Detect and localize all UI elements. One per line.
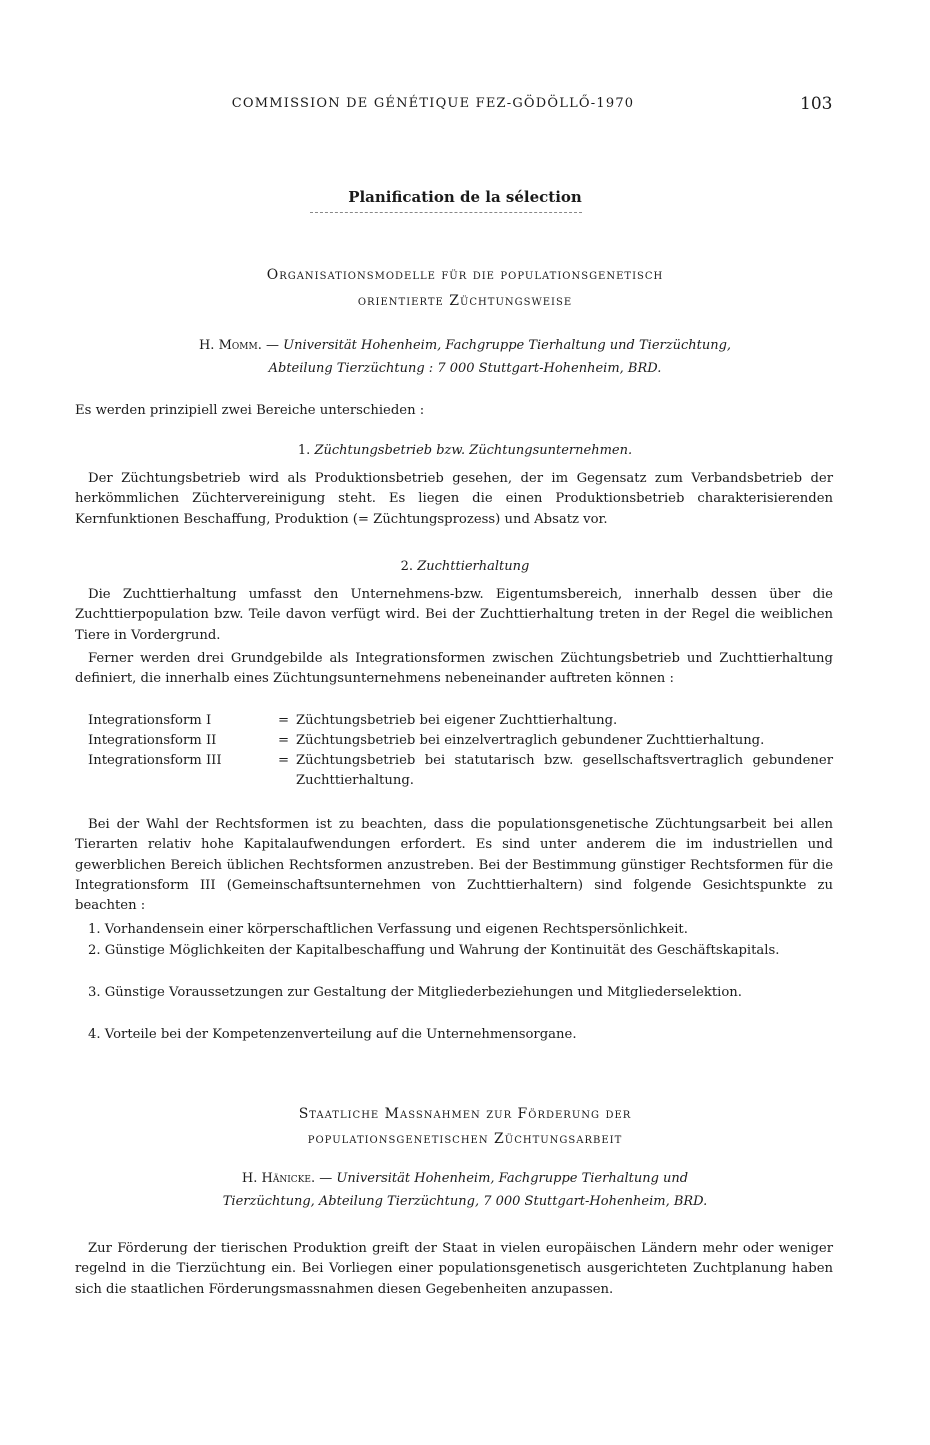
article1-point3: 3. Günstige Voraussetzungen zur Gestaltung der Mitgliederbeziehungen und Mitgliederselektion.	[88, 985, 742, 1000]
article1-para1: Der Züchtungsbetrieb wird als Produktionsbetrieb gesehen, der im Gegensatz zum Verbandsbetrieb der herkömmlichen Züchtervereinigung steht. Es liegen die einen Produktionsbetrieb charakterisierenden Kernfunktionen Beschaffung, Produktion (= Züchtungsprozess) und Absatz vor.	[75, 471, 833, 527]
equals-sign: =	[278, 733, 290, 748]
article1-title-line1: Organisationsmodelle für die populationsgenetisch	[266, 267, 664, 283]
heading2-number: 2.	[400, 559, 414, 574]
running-title: COMMISSION DE GÉNÉTIQUE FEZ-GÖDÖLLŐ-1970	[231, 96, 635, 111]
article1-heading1	[0, 443, 930, 458]
heading1-text: Züchtungsbetrieb bzw. Züchtungsunternehmen.	[314, 443, 633, 458]
article1-point4: 4. Vorteile bei der Kompetenzenverteilung auf die Unternehmensorgane.	[88, 1027, 577, 1042]
equals-sign: =	[278, 713, 290, 728]
article1-point2: 2. Günstige Möglichkeiten der Kapitalbeschaffung und Wahrung der Kontinuität des Geschäftskapitals.	[88, 943, 780, 958]
integration-label: Integrationsform III	[88, 753, 222, 768]
article2-affiliation-line2: Tierzüchtung, Abteilung Tierzüchtung, 7 000 Stuttgart-Hohenheim, BRD.	[222, 1194, 708, 1209]
article1-point1: 1. Vorhandensein einer körperschaftlichen Verfassung und eigenen Rechtspersönlichkeit.	[88, 922, 688, 937]
integration-form-row	[88, 731, 833, 751]
heading1-number: 1.	[297, 443, 311, 458]
article1-heading2	[0, 559, 930, 574]
integration-text: Züchtungsbetrieb bei eigener Zuchttierhaltung.	[296, 713, 618, 728]
article1-byline	[60, 334, 870, 380]
running-header	[0, 96, 930, 120]
byline-dash: —	[265, 338, 284, 353]
page-number: 103	[800, 94, 833, 114]
article1-para4: Bei der Wahl der Rechtsformen ist zu beachten, dass die populationsgenetische Züchtungsarbeit bei allen Tierarten relativ hohe Kapitalaufwendungen erfordert. Es sind unter anderem die im industriellen und gewerblichen Bereich üblichen Rechtsformen anzustreben. Bei der Bestimmung günstiger Rechtsformen für die Integrationsform III (Gemeinschaftsunternehmen von Zuchttierhaltern) sind folgende Gesichtspunkte zu beachten :	[75, 817, 833, 914]
heading2-text: Zuchttierhaltung	[417, 559, 530, 574]
article2-byline	[60, 1167, 870, 1213]
integration-text: Züchtungsbetrieb bei statutarisch bzw. gesellschaftsvertraglich gebundener Zuchttierhaltung.	[296, 753, 833, 788]
integration-form-row	[88, 711, 833, 731]
article1-para2: Die Zuchttierhaltung umfasst den Unternehmens-bzw. Eigentumsbereich, innerhalb dessen über die Zuchttierpopulation bzw. Teile davon verfügt wird. Bei der Zuchttierhaltung treten in der Regel die weiblichen Tiere in Vordergrund.	[75, 587, 833, 643]
article1-intro: Es werden prinzipiell zwei Bereiche unterschieden :	[75, 403, 425, 418]
article1-author: H. Momm.	[198, 338, 262, 353]
equals-sign: =	[278, 753, 290, 768]
integration-text: Züchtungsbetrieb bei einzelvertraglich gebundener Zuchttierhaltung.	[296, 733, 765, 748]
integration-forms-list	[88, 711, 833, 791]
section-divider	[310, 212, 582, 213]
article1-para3: Ferner werden drei Grundgebilde als Integrationsformen zwischen Züchtungsbetrieb und Zuchttierhaltung definiert, die innerhalb eines Züchtungsunternehmens nebeneinander auftreten können :	[75, 651, 833, 687]
byline-dash: —	[319, 1171, 337, 1186]
article2-para1: Zur Förderung der tierischen Produktion greift der Staat in vielen europäischen Ländern mehr oder weniger regelnd in die Tierzüchtung ein. Bei Vorliegen einer populationsgenetisch ausgerichteten Zuchtplanung haben sich die staatlichen Förderungsmassnahmen diesen Gegebenheiten anzupassen.	[75, 1241, 833, 1297]
integration-form-row	[88, 751, 833, 791]
article1-affiliation-line2: Abteilung Tierzüchtung : 7 000 Stuttgart-Hohenheim, BRD.	[268, 361, 662, 376]
integration-label: Integrationsform II	[88, 733, 217, 748]
article1-title-line2: orientierte Züchtungsweise	[357, 293, 573, 309]
article1-affiliation-line1: Universität Hohenheim, Fachgruppe Tierhaltung und Tierzüchtung,	[283, 338, 732, 353]
article2-title-line1: Staatliche Massnahmen zur Förderung der	[298, 1106, 632, 1122]
article2-title-line2: populationsgenetischen Züchtungsarbeit	[307, 1131, 623, 1147]
integration-label: Integrationsform I	[88, 713, 212, 728]
section-title: Planification de la sélection	[348, 188, 582, 206]
article2-affiliation-line1: Universität Hohenheim, Fachgruppe Tierhaltung und	[336, 1171, 689, 1186]
article2-author: H. Hänicke.	[241, 1171, 316, 1186]
